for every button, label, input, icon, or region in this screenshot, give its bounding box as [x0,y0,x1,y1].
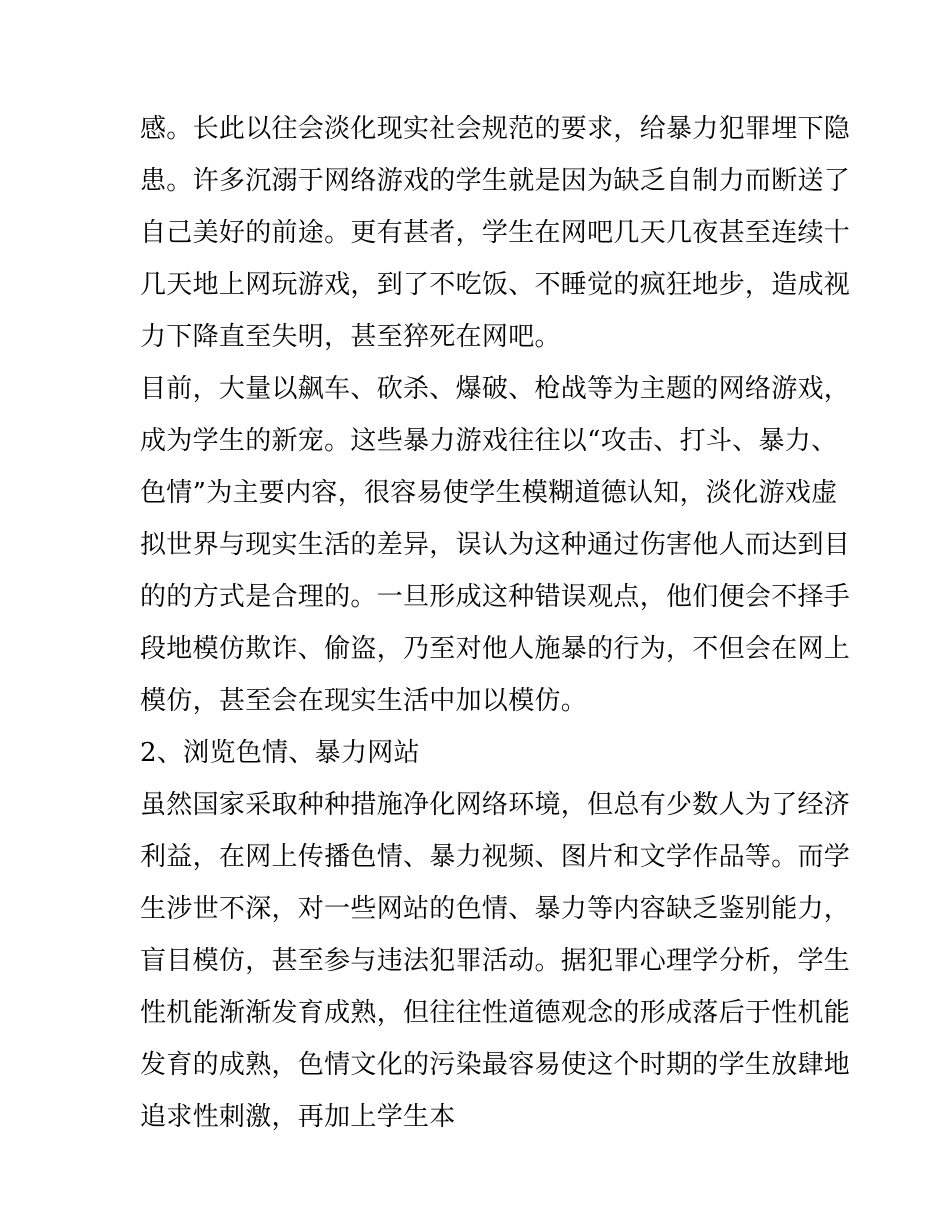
text-line: 追求性刺激，再加上学生本 [140,1102,456,1132]
text-line: 发育的成熟，色情文化的污染最容易使这个时期的学生放肆地 [140,1050,851,1080]
text-line: 段地模仿欺诈、偷盗，乃至对他人施暴的行为，不但会在网上 [140,634,851,664]
text-line: 盲目模仿，甚至参与违法犯罪活动。据犯罪心理学分析，学生 [140,946,851,976]
section-heading: 2、浏览色情、暴力网站 [140,738,420,768]
text-line: 色情”为主要内容，很容易使学生模糊道德认知，淡化游戏虚 [140,478,838,508]
text-line: 成为学生的新宠。这些暴力游戏往往以“攻击、打斗、暴力、 [140,426,838,456]
text-line: 利益，在网上传播色情、暴力视频、图片和文学作品等。而学 [140,842,851,872]
text-line: 感。长此以往会淡化现实社会规范的要求，给暴力犯罪埋下隐 [140,114,851,144]
text-line: 的的方式是合理的。一旦形成这种错误观点，他们便会不择手 [140,582,851,612]
text-line: 拟世界与现实生活的差异，误认为这种通过伤害他人而达到目 [140,530,851,560]
text-line: 几天地上网玩游戏，到了不吃饭、不睡觉的疯狂地步，造成视 [140,270,851,300]
text-line: 自己美好的前途。更有甚者，学生在网吧几天几夜甚至连续十 [140,218,851,248]
text-line: 患。许多沉溺于网络游戏的学生就是因为缺乏自制力而断送了 [140,166,851,196]
text-line: 目前，大量以飙车、砍杀、爆破、枪战等为主题的网络游戏， [140,374,851,404]
text-line: 力下降直至失明，甚至猝死在网吧。 [140,322,561,352]
text-line: 虽然国家采取种种措施净化网络环境，但总有少数人为了经济 [140,790,851,820]
text-line: 性机能渐渐发育成熟，但往往性道德观念的形成落后于性机能 [140,998,851,1028]
text-line: 生涉世不深，对一些网站的色情、暴力等内容缺乏鉴别能力， [140,894,851,924]
text-line: 模仿，甚至会在现实生活中加以模仿。 [140,686,588,716]
body-text [140,103,851,1143]
